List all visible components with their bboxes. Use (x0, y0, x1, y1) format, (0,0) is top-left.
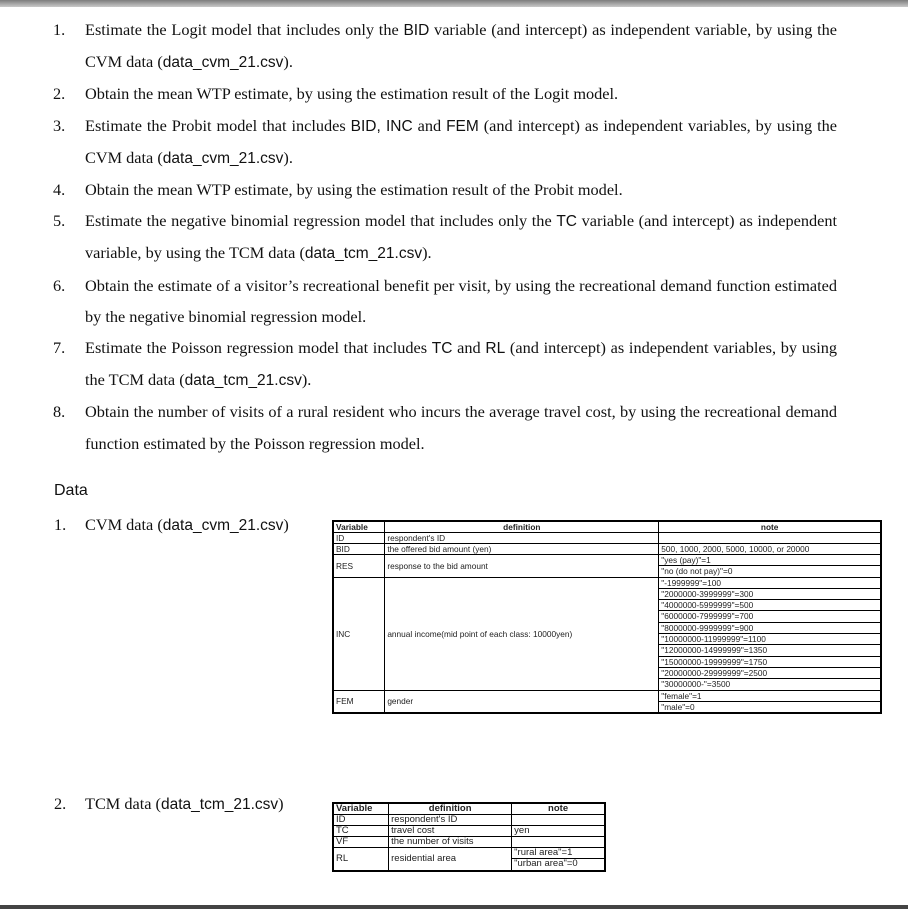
cvm-data-table (332, 520, 882, 714)
window-top-border (0, 0, 908, 7)
table-header-row: Variable definition note (333, 803, 605, 815)
data-section-title: Data (54, 482, 88, 499)
tcm-data-table (332, 802, 606, 872)
filename: data_cvm_21.csv (162, 54, 284, 72)
table-row: ID respondent's ID (333, 815, 605, 826)
table-row: BID the offered bid amount (yen) 500, 1000, 2000, 5000, 10000, or 20000 (333, 544, 881, 555)
table-row: RL residential area "rural area"=1 "urban area"=0 (333, 848, 605, 871)
task-item: 7. Estimate the Poisson regression model that includes TC and RL (and intercept) as independent variables, by using the TCM data (data_tcm_21.csv). (0, 332, 837, 396)
task-item: 8. Obtain the number of visits of a rural resident who incurs the average travel cost, by using the recreational demand function estimated by the Poisson regression model. (0, 396, 837, 458)
filename: data_cvm_21.csv (162, 517, 284, 534)
table-row: VF the number of visits (333, 837, 605, 848)
filename: data_cvm_21.csv (162, 149, 284, 167)
table-row: INC annual income(mid point of each class: 10000yen) "-1999999"=100 "2000000-3999999"=300 "4000000-5999999"=500 "6000000-7999999"=700 "8000000-9999999"=900 "10000000-11999999"=1100 "12000000-14999999"=1350 "15000000-19999999"=1750 "20000000-29999999"=2500 "30000000-"=3500 (333, 577, 881, 690)
task-number: 6. (53, 275, 66, 295)
filename: data_tcm_21.csv (304, 245, 423, 263)
task-number: 2. (53, 84, 66, 104)
table-row: RES response to the bid amount "yes (pay)"=1 "no (do not pay)"=0 (333, 555, 881, 578)
task-number: 3. (53, 115, 66, 135)
task-item: 3. Estimate the Probit model that includes BID, INC and FEM (and intercept) as independent variables, by using the CVM data (data_cvm_21.csv). (0, 110, 837, 174)
table-header-row: Variable definition note (333, 521, 881, 533)
task-item: 6. Obtain the estimate of a visitor’s recreational benefit per visit, by using the recreational demand function estimated by the negative binomial regression model. (0, 270, 837, 332)
table-row: FEM gender "female"=1 "male"=0 (333, 690, 881, 713)
table-row: ID respondent's ID (333, 533, 881, 544)
filename: data_tcm_21.csv (160, 796, 279, 813)
task-number: 4. (53, 180, 66, 200)
window-bottom-border (0, 905, 908, 909)
table-row: TC travel cost yen (333, 826, 605, 837)
task-item: 4. Obtain the mean WTP estimate, by using the estimation result of the Probit model. (0, 174, 837, 205)
task-list (0, 14, 908, 459)
task-number: 1. (53, 20, 66, 39)
task-number: 5. (53, 211, 66, 231)
task-item: 1. Estimate the Logit model that includes only the BID variable (and intercept) as independent variable, by using the CVM data (data_cvm_21.csv). (0, 14, 837, 78)
task-item: 2. Obtain the mean WTP estimate, by using the estimation result of the Logit model. (0, 78, 837, 109)
filename: data_tcm_21.csv (184, 372, 302, 390)
task-number: 7. (53, 338, 66, 358)
task-number: 8. (53, 402, 66, 422)
task-item: 5. Estimate the negative binomial regression model that includes only the TC variable (and intercept) as independent variable, by using the TCM data (data_tcm_21.csv). (0, 205, 837, 269)
